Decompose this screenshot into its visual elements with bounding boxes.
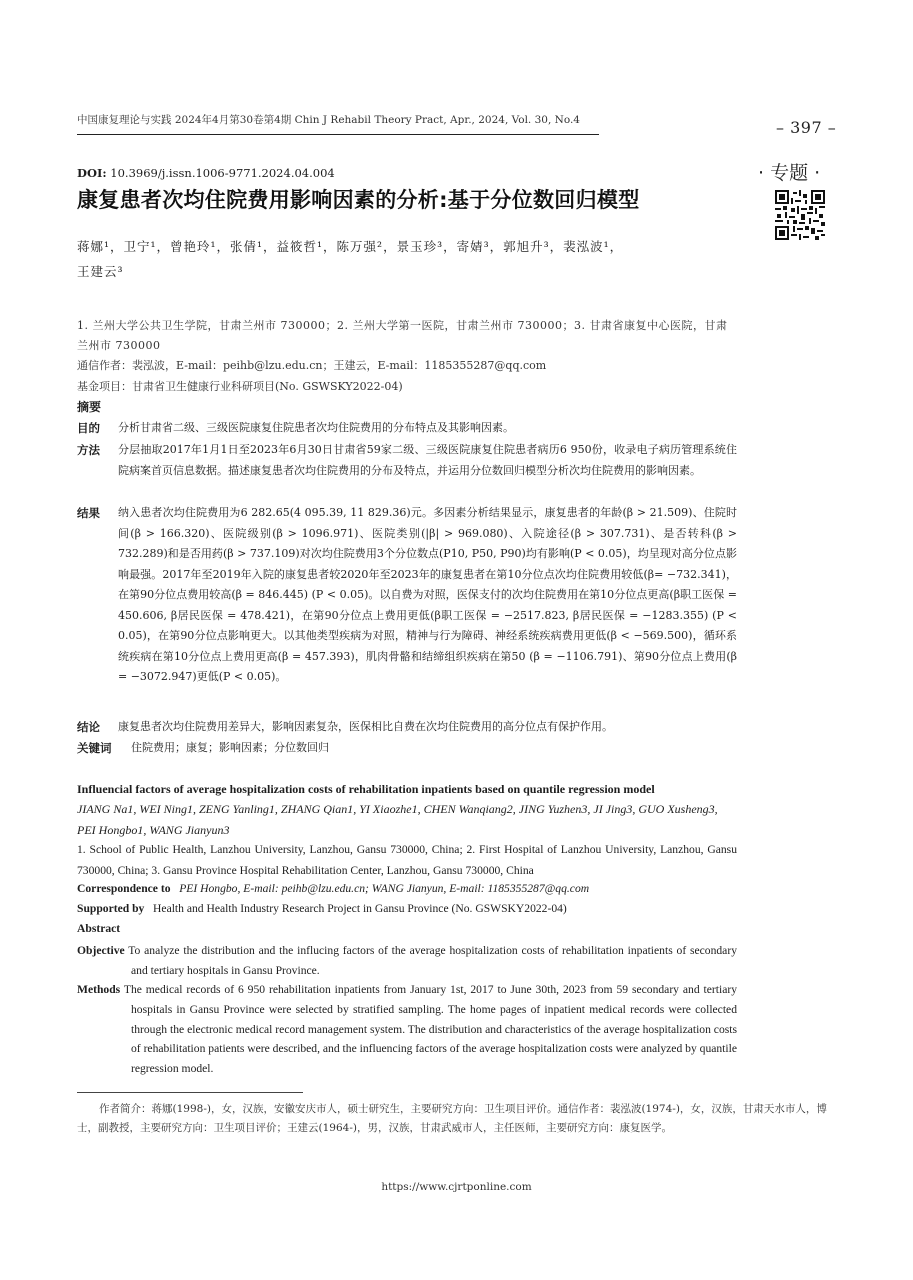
conclusion-text: 康复患者次均住院费用差异大，影响因素复杂，医保相比自费在次均住院费用的高分位点有保护作用。 — [118, 720, 613, 733]
english-methods — [77, 980, 737, 1079]
page-number: – 397 – — [776, 118, 837, 137]
english-abstract-heading: Abstract — [77, 922, 121, 935]
conclusion-label: 结论 — [77, 720, 100, 734]
keywords-text: 住院费用；康复；影响因素；分位数回归 — [131, 741, 329, 754]
english-objective-label: Objective — [77, 944, 125, 957]
methods-text: 分层抽取2017年1月1日至2023年6月30日甘肃省59家二级、三级医院康复住院患者病历6 950份，收录电子病历管理系统住院病案首页信息数据。描述康复患者次均住院费用的分布及特点，并运用分位数回归模型分析次均住院费用的影响因素。 — [118, 443, 737, 477]
english-affiliations: 1. School of Public Health, Lanzhou University, Lanzhou, Gansu 730000, China; 2. First Hospital of Lanzhou University, Lanzhou, Gansu 730000, China; 3. Gansu Province Hospital Rehabilitation Center, Lanzhou, Gansu 730000, China — [77, 843, 737, 877]
abstract-heading-cn: 摘要 — [77, 400, 102, 414]
footnote-rule — [77, 1092, 303, 1093]
english-supported — [77, 902, 567, 915]
doi-label: DOI: — [77, 166, 107, 180]
objective-cn — [77, 418, 737, 439]
keywords-cn — [77, 738, 737, 759]
supported-text: Health and Health Industry Research Project in Gansu Province (No. GSWSKY2022-04) — [153, 902, 567, 915]
results-cn — [77, 503, 737, 688]
english-methods-text: The medical records of 6 950 rehabilitation inpatients from January 1st, 2017 to June 30th, 2023 from 59 secondary and tertiary hospitals in Gansu Province were selected by stratified sampling. The home pages of inpatient medical records were collected through the electronic medical record management system. The distribution and characteristics of the average hospitalization costs of rehabilitation patients were described, and the influencing factors of the average hospitalization costs were analyzed by quantile regression model. — [123, 983, 737, 1076]
english-objective — [77, 941, 737, 981]
methods-label: 方法 — [77, 443, 100, 457]
english-objective-text: To analyze the distribution and the influcing factors of the average hospitalization costs of rehabilitation inpatients of secondary and tertiary hospitals in Gansu Province. — [128, 944, 737, 977]
supported-label: Supported by — [77, 902, 145, 915]
results-text: 纳入患者次均住院费用为6 282.65(4 095.39, 11 829.36)元。多因素分析结果显示，康复患者的年龄(β > 21.509)、住院时间(β > 166.320)、医院级别(β > 1096.971)、医院类别(|β| > 969.080)、入院途径(β > 307.731)、是否转科(β > 732.289)和是否用药(β > 737.109)对次均住院费用3个分位数点(P10, P50, P90)均有影响(P < 0.05)，均呈现对高分位点影响最强。2017年至2019年入院的康复患者较2020年至2023年的康复患者在第10分位点次均住院费用较低(β= −732.341)，在第90分位点费用较高(β = 846.445) (P < 0.05)。以自费为对照，医保支付的次均住院费用在第10分位点更高(β职工医保 = 450.606, β居民医保 = 478.421)，在第90分位点上费用更低(β职工医保 = −2517.823, β居民医保 = −1283.355) (P < 0.05)，在第90分位点影响更大。以其他类型疾病为对照，精神与行为障碍、神经系统疾病费用更低(β < −569.500)，循环系统疾病在第10分位点上费用更高(β = 457.393)，肌肉骨骼和结缔组织疾病在第50 (β = −1106.791)、第90分位点上费用(β = −3072.947)更低(P < 0.05)。 — [118, 506, 737, 683]
objective-label: 目的 — [77, 421, 100, 435]
english-authors: JIANG Na1, WEI Ning1, ZENG Yanling1, ZHANG Qian1, YI Xiaozhe1, CHEN Wanqiang2, JING Yuzhen3, JI Jing3, GUO Xusheng3, PEI Hongbo1, WANG Jianyun3 — [77, 802, 718, 837]
section-tag: · 专题 · — [758, 162, 821, 184]
english-title: Influencial factors of average hospitalization costs of rehabilitation inpatients based on quantile regression model — [77, 782, 655, 796]
correspondence-text: PEI Hongbo, E-mail: peihb@lzu.edu.cn; WANG Jianyun, E-mail: 1185355287@qq.com — [179, 882, 590, 895]
correspondence-label: Correspondence to — [77, 882, 171, 895]
funding-cn: 基金项目：甘肃省卫生健康行业科研项目(No. GSWSKY2022-04) — [77, 380, 403, 393]
article-title: 康复患者次均住院费用影响因素的分析:基于分位数回归模型 — [77, 188, 640, 212]
authors-cn — [77, 234, 777, 284]
keywords-label: 关键词 — [77, 741, 112, 755]
methods-cn — [77, 440, 737, 481]
author-footnote: 作者简介：蒋娜(1998-)，女，汉族，安徽安庆市人，硕士研究生，主要研究方向：卫生项目评价。通信作者：裴泓波(1974-)，女，汉族，甘肃天水市人，博士，副教授，主要研究方向：卫生项目评价；王建云(1964-)，男，汉族，甘肃武威市人，主任医师，主要研究方向：康复医学。 — [77, 1103, 827, 1134]
objective-text: 分析甘肃省二级、三级医院康复住院患者次均住院费用的分布特点及其影响因素。 — [118, 421, 514, 434]
authors-cn-line2: 王建云³ — [77, 264, 124, 279]
affiliations-cn: 1. 兰州大学公共卫生学院，甘肃兰州市 730000；2. 兰州大学第一医院，甘肃兰州市 730000；3. 甘肃省康复中心医院，甘肃兰州市 730000 — [77, 319, 728, 352]
english-correspondence — [77, 882, 589, 895]
doi-value: 10.3969/j.issn.1006-9771.2024.04.004 — [110, 166, 335, 180]
conclusion-cn — [77, 717, 737, 738]
english-methods-label: Methods — [77, 983, 121, 996]
footer-url[interactable]: https://www.cjrtponline.com — [381, 1181, 532, 1193]
results-label: 结果 — [77, 506, 100, 520]
header-rule — [77, 134, 599, 135]
running-head: 中国康复理论与实践 2024年4月第30卷第4期 Chin J Rehabil Theory Pract, Apr., 2024, Vol. 30, No.4 — [77, 114, 580, 126]
correspondence-cn: 通信作者：裴泓波，E-mail：peihb@lzu.edu.cn；王建云，E-mail：1185355287@qq.com — [77, 359, 547, 372]
authors-cn-line1: 蒋娜¹，卫宁¹，曾艳玲¹，张倩¹，益筱哲¹，陈万强²，景玉珍³，寄婧³，郭旭升³，裴泓波¹， — [77, 239, 624, 254]
qr-code-icon — [775, 190, 825, 240]
doi-line — [77, 166, 335, 180]
